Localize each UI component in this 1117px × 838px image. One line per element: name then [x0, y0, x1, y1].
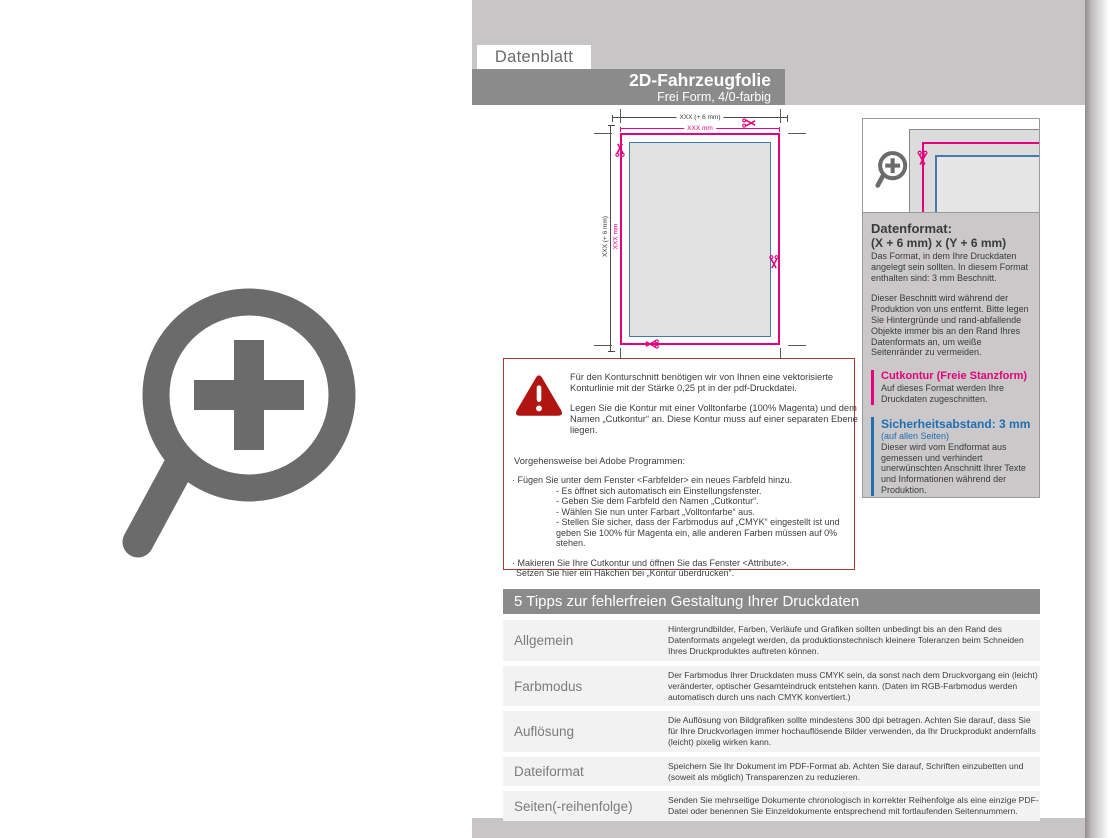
info-panel: [862, 213, 1040, 498]
product-subtitle: Frei Form, 4/0-farbig: [657, 89, 771, 104]
sicherheitsabstand-subtitle: (auf allen Seiten): [881, 430, 950, 441]
detail-safety-line: [935, 155, 1040, 157]
dim-line-left-outer: [610, 125, 611, 352]
magnifier-icon: [875, 146, 909, 188]
tip-label: Seiten(-reihenfolge): [514, 798, 633, 814]
tip-text: Der Farbmodus Ihrer Druckdaten muss CMYK sein, da sonst nach dem Druckvorgang ein (leicht) veränderter, optischer Gesamteindruck entstehen kann. (Daten im RGB-Farbmodus werden automatisch durch uns nach CMYK konvertiert.): [668, 670, 1038, 702]
datenformat-text-1: Das Format, in dem Ihre Druckdaten angelegt sein sollten. In diesem Format enthalten sind: 3 mm Beschnitt.: [871, 251, 1029, 283]
cutkontur-text: Auf dieses Format werden Ihre Druckdaten zugeschnitten.: [881, 383, 1005, 404]
warning-paragraph-1: Für den Konturschnitt benötigen wir von Ihnen eine vektorisierte Konturlinie mit der Stärke 0,25 pt in der pdf-Druckdatei.: [570, 372, 834, 393]
tips-table: [503, 620, 1040, 821]
warning-substep: - Wählen Sie nun unter Farbart „Volltonfarbe“ aus.: [556, 506, 756, 517]
warning-box: [503, 358, 858, 578]
safety-rect: [629, 142, 771, 337]
cutkontur-title: Cutkontur (Freie Stanzform): [881, 370, 1028, 383]
dim-line-top-inner: [620, 125, 780, 132]
warning-bullet-1: · Fügen Sie unter dem Fenster <Farbfelder> ein neues Farbfeld hinzu.: [512, 475, 793, 485]
tip-text: Hintergrundbilder, Farben, Verläufe und Grafiken sollten unbedingt bis an den Rand des Datenformats angelegt werden, da produktionstechnisch kleinere Toleranzen beim Schneiden Ihres Druckproduktes auftreten können.: [668, 624, 1024, 656]
warning-substep: - Es öffnet sich automatisch ein Einstellungsfenster.: [556, 485, 762, 496]
scissors-icon: [615, 143, 625, 157]
sheet-edge-shadow: [1085, 0, 1109, 838]
tip-label: Auflösung: [514, 724, 575, 740]
tips-header: 5 Tipps zur fehlerfreien Gestaltung Ihrer Druckdaten: [503, 589, 1040, 614]
warning-icon: [515, 374, 563, 417]
tip-row-allgemein: [503, 620, 1040, 661]
tip-row-dateiformat: [503, 757, 1040, 787]
warning-substep: - Stellen Sie sicher, dass der Farbmodus auf „CMYK“ eingestellt ist und geben Sie 100% für Magenta ein, alle anderen Farben müssen auf 0% stehen.: [556, 517, 840, 548]
tip-row-aufloesung: [503, 711, 1040, 751]
warning-bullet-2-line-2: Setzen Sie hier ein Häkchen bei „Kontur überdrucken“.: [516, 568, 735, 578]
detail-safety-line: [935, 155, 937, 213]
cutkontur-block: [871, 370, 1033, 405]
zoom-preview-area[interactable]: [0, 0, 472, 838]
warning-substep: - Geben Sie dem Farbfeld den Namen „Cutkontur“.: [556, 496, 759, 506]
tip-text: Speichern Sie Ihr Dokument im PDF-Format ab. Achten Sie darauf, Schriften einzubetten und (soweit als möglich) Transparenzen zu reduzieren.: [668, 760, 1024, 782]
scissors-icon: [645, 339, 659, 349]
detail-cut-line: [922, 142, 1040, 144]
crop-mark: [780, 109, 781, 123]
tip-row-seitenreihenfolge: [503, 791, 1040, 821]
dim-label-top-inner: XXX mm: [684, 125, 716, 132]
warning-bullet-2: [512, 558, 850, 579]
tip-row-farbmodus: [503, 666, 1040, 706]
sicherheitsabstand-text: Dieser wird vom Endformat aus gemessen und verhindert unerwünschten Anschnitt Ihrer Texte und Informationen während der Produktion.: [881, 441, 1026, 495]
crop-mark: [594, 133, 612, 134]
scissors-icon: [769, 255, 779, 269]
scissors-icon: [918, 151, 928, 166]
dim-label-left-outer: XXX (+ 6 mm): [602, 213, 609, 260]
crop-mark: [788, 133, 806, 134]
crop-mark: [620, 109, 621, 123]
datenblatt-tag: Datenblatt: [477, 45, 591, 69]
datenformat-formula: (X + 6 mm) x (Y + 6 mm): [871, 236, 1007, 250]
zoom-detail-box: [862, 118, 1040, 213]
product-title: 2D-Fahrzeugfolie: [629, 69, 771, 90]
datenformat-title: Datenformat:: [871, 221, 952, 236]
tip-label: Allgemein: [514, 633, 574, 648]
dim-label-top-outer: XXX (+ 6 mm): [677, 114, 724, 121]
tip-label: Farbmodus: [514, 678, 583, 694]
format-diagram: [560, 105, 830, 385]
tip-label: Dateiformat: [514, 764, 584, 780]
warning-heading: Vorgehensweise bei Adobe Programmen:: [514, 456, 686, 466]
crop-mark: [788, 345, 806, 346]
dim-line-top-outer: [612, 114, 788, 121]
sicherheitsabstand-block: [871, 417, 1033, 496]
warning-paragraph-2: Legen Sie die Kontur mit einer Volltonfarbe (100% Magenta) und dem Namen „Cutkontur“ an. Diese Kontur muss auf einer separaten Ebene liegen.: [570, 403, 858, 435]
warning-steps: [512, 475, 850, 579]
scissors-icon: [742, 118, 756, 128]
product-banner: [472, 69, 785, 105]
tip-text: Senden Sie mehrseitige Dokumente chronologisch in korrekter Reihenfolge als eine einzige PDF-Datei oder benennen Sie Einzeldokumente entsprechend mit fortlaufenden Seitennummern.: [668, 795, 1039, 817]
warning-bullet-2-line-1: · Makieren Sie Ihre Cutkontur und öffnen Sie das Fenster <Attribute>.: [512, 557, 789, 568]
zoom-plus-icon: [118, 252, 370, 558]
detail-safety-fill: [935, 155, 1040, 213]
dim-label-left-inner: XXX mm: [612, 221, 619, 253]
tip-text: Die Auflösung von Bildgrafiken sollte mindestens 300 dpi betragen. Achten Sie darauf, dass Sie für Ihre Druckvorlagen immer hochauflösende Bilder verwenden, da Ihr Druckprodukt andernfalls (leicht) pixelig wirken kann.: [668, 715, 1036, 747]
sicherheitsabstand-title: Sicherheitsabstand: 3 mm: [881, 416, 1031, 431]
datenformat-text-2: Dieser Beschnitt wird während der Produktion von uns entfernt. Bitte legen Sie Hintergründe und rand-abfallende Objekte immer bis an den Rand Ihres Datenformats an, um weiße Seitenränder zu vermeiden.: [871, 293, 1029, 358]
crop-mark: [594, 345, 612, 346]
